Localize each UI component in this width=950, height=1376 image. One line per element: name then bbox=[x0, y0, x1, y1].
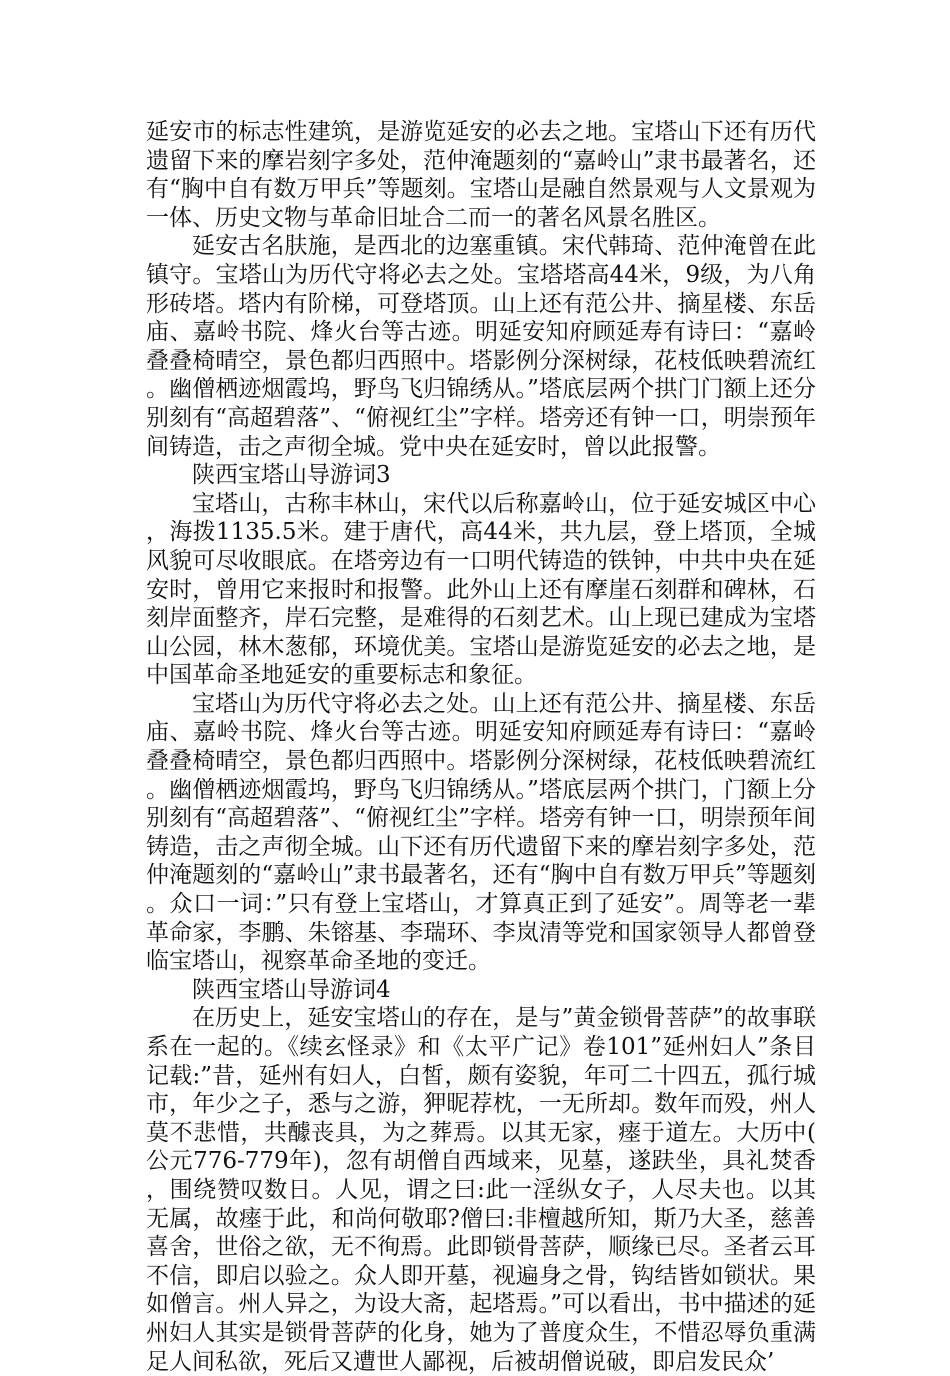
body-paragraph: 宝塔山，古称丰林山，宋代以后称嘉岭山，位于延安城区中心，海拨1135.5米。建于唐代，高44米，共九层，登上塔顶，全城风貌可尽收眼底。在塔旁边有一口明代铸造的铁钟，中共中央在延安时，曾用它来报时和报警。此外山上还有摩崖石刻群和碑林，石刻岸面整齐，岸石完整，是难得的石刻艺术。山上现已建成为宝塔山公园，林木葱郁，环境优美。宝塔山是游览延安的必去之地，是中国革命圣地延安的重要标志和象征。 bbox=[146, 490, 816, 689]
body-paragraph: 宝塔山为历代守将必去之处。山上还有范公井、摘星楼、东岳庙、嘉岭书院、烽火台等古迹。明延安知府顾延寿有诗曰：“嘉岭叠叠椅晴空，景色都归西照中。塔影例分深树绿，花枝低映碧流红。幽僧栖迹烟霞坞，野鸟飞归锦绣从。”塔底层两个拱门，门额上分别刻有“高超碧落”、“俯视红尘”字样。塔旁有钟一口，明崇预年间铸造，击之声彻全城。山下还有历代遗留下来的摩岩刻字多处，范仲淹题刻的“嘉岭山”隶书最著名，还有“胸中自有数万甲兵”等题刻。众口一词：”只有登上宝塔山，才算真正到了延安”。周等老一辈革命家，李鹏、朱镕基、李瑞环、李岚清等党和国家领导人都曾登临宝塔山，视察革命圣地的变迁。 bbox=[146, 690, 816, 975]
section-heading: 陕西宝塔山导游词3 bbox=[192, 462, 391, 489]
document-page bbox=[146, 118, 816, 1376]
body-paragraph: 在历史上，延安宝塔山的存在，是与”黄金锁骨菩萨”的故事联系在一起的。《续玄怪录》和《太平广记》卷101”延州妇人”条目记载:”昔，延州有妇人，白皙，颇有姿貌，年可二十四五，孤行城市，年少之子，悉与之游，狎昵荐枕，一无所却。数年而殁，州人莫不悲惜，共醵丧具，为之葬焉。以其无家，瘗于道左。大历中(公元776-779年)，忽有胡僧自西域来，见墓，遂趺坐，具礼焚香，围绕赞叹数日。人见，谓之曰:此一淫纵女子，人尽夫也。以其无属，故瘗于此，和尚何敬耶?僧曰:非檀越所知，斯乃大圣，慈善喜舍，世俗之欲，无不徇焉。此即锁骨菩萨，顺缘已尽。圣者云耳不信，即启以验之。众人即开墓，视遍身之骨，钩结皆如锁状。果如僧言。州人异之，为设大斋，起塔焉。”可以看出，书中描述的延州妇人其实是锁骨菩萨的化身，她为了普度众生，不惜忍辱负重满足人间私欲，死后又遭世人鄙视，后被胡僧说破，即启发民众’ bbox=[146, 1005, 816, 1375]
body-paragraph: 延安古名肤施，是西北的边塞重镇。宋代韩琦、范仲淹曾在此镇守。宝塔山为历代守将必去之处。宝塔塔高44米，9级，为八角形砖塔。塔内有阶梯，可登塔顶。山上还有范公井、摘星楼、东岳庙、嘉岭书院、烽火台等古迹。明延安知府顾延寿有诗曰：“嘉岭叠叠椅晴空，景色都归西照中。塔影例分深树绿，花枝低映碧流红。幽僧栖迹烟霞坞，野鸟飞归锦绣从。”塔底层两个拱门门额上还分别刻有“高超碧落”、“俯视红尘”字样。塔旁还有钟一口，明崇预年间铸造，击之声彻全城。党中央在延安时，曾以此报警。 bbox=[146, 233, 816, 460]
body-paragraph: 延安市的标志性建筑，是游览延安的必去之地。宝塔山下还有历代遗留下来的摩岩刻字多处，范仲淹题刻的“嘉岭山”隶书最著名，还有“胸中自有数万甲兵”等题刻。宝塔山是融自然景观与人文景观为一体、历史文物与革命旧址合二而一的著名风景名胜区。 bbox=[146, 119, 816, 231]
section-heading: 陕西宝塔山导游词4 bbox=[192, 976, 391, 1003]
